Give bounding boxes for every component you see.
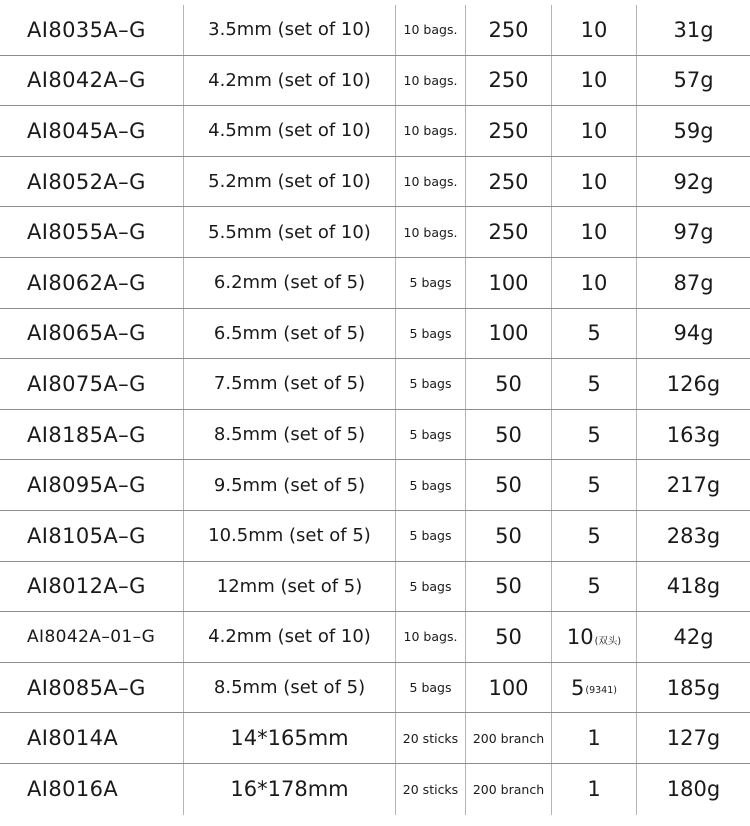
size-cell: 4.2mm (set of 10) — [183, 612, 395, 662]
pack-cell: 5 bags — [395, 460, 465, 510]
table-row — [0, 359, 750, 410]
box-count-value: 10 — [580, 68, 608, 93]
box-count-value: 10 — [580, 220, 608, 245]
model-code-cell: AI8105A–G — [27, 523, 146, 548]
box-count-cell — [551, 207, 636, 257]
weight-cell: 418g — [636, 562, 750, 612]
size-cell: 14*165mm — [183, 713, 395, 763]
table-row — [0, 207, 750, 258]
size-cell: 8.5mm (set of 5) — [183, 663, 395, 713]
table-row — [0, 460, 750, 511]
quantity-cell: 50 — [465, 562, 551, 612]
weight-cell: 185g — [636, 663, 750, 713]
size-cell: 16*178mm — [183, 764, 395, 815]
table-row — [0, 309, 750, 360]
model-code-cell: AI8052A–G — [27, 169, 146, 194]
weight-cell: 127g — [636, 713, 750, 763]
model-code-cell: AI8095A–G — [27, 473, 146, 498]
box-count-cell — [551, 309, 636, 359]
pack-cell: 5 bags — [395, 359, 465, 409]
model-code-cell: AI8042A–01–G — [27, 626, 156, 647]
pack-cell: 10 bags. — [395, 207, 465, 257]
box-count-cell — [551, 764, 636, 815]
weight-cell: 92g — [636, 157, 750, 207]
box-count-value: 1 — [587, 726, 601, 751]
table-row — [0, 713, 750, 764]
box-count-value: 5 — [587, 371, 601, 396]
size-cell: 3.5mm (set of 10) — [183, 5, 395, 55]
weight-cell: 59g — [636, 106, 750, 156]
quantity-cell: 50 — [465, 511, 551, 561]
box-count-value: 5 — [571, 675, 585, 700]
box-count-value: 1 — [587, 777, 601, 802]
size-cell: 5.2mm (set of 10) — [183, 157, 395, 207]
product-table — [0, 5, 750, 815]
model-code-cell: AI8016A — [27, 777, 119, 802]
weight-cell: 94g — [636, 309, 750, 359]
box-count-cell — [551, 359, 636, 409]
weight-cell: 180g — [636, 764, 750, 815]
pack-cell: 5 bags — [395, 562, 465, 612]
box-count-cell — [551, 460, 636, 510]
size-cell: 10.5mm (set of 5) — [183, 511, 395, 561]
quantity-cell: 50 — [465, 359, 551, 409]
weight-cell: 31g — [636, 5, 750, 55]
quantity-cell: 100 — [465, 309, 551, 359]
box-count-cell — [551, 713, 636, 763]
quantity-cell: 50 — [465, 460, 551, 510]
weight-cell: 126g — [636, 359, 750, 409]
size-cell: 4.5mm (set of 10) — [183, 106, 395, 156]
box-count-cell — [551, 106, 636, 156]
box-count-cell — [551, 56, 636, 106]
quantity-cell: 250 — [465, 56, 551, 106]
quantity-cell: 100 — [465, 258, 551, 308]
box-count-cell — [551, 612, 636, 662]
table-row — [0, 511, 750, 562]
weight-cell: 163g — [636, 410, 750, 460]
pack-cell: 5 bags — [395, 410, 465, 460]
box-count-note: (9341) — [585, 685, 617, 697]
weight-cell: 217g — [636, 460, 750, 510]
model-code-cell: AI8014A — [27, 726, 119, 751]
pack-cell: 5 bags — [395, 258, 465, 308]
model-code-cell: AI8075A–G — [27, 371, 146, 396]
model-code-cell: AI8042A–G — [27, 68, 146, 93]
table-row — [0, 410, 750, 461]
table-row — [0, 764, 750, 815]
box-count-value: 10 — [580, 17, 608, 42]
box-count-cell — [551, 663, 636, 713]
box-count-cell — [551, 410, 636, 460]
size-cell: 9.5mm (set of 5) — [183, 460, 395, 510]
quantity-cell: 100 — [465, 663, 551, 713]
pack-cell: 20 sticks — [395, 713, 465, 763]
weight-cell: 57g — [636, 56, 750, 106]
box-count-cell — [551, 5, 636, 55]
pack-cell: 10 bags. — [395, 56, 465, 106]
model-code-cell: AI8085A–G — [27, 675, 146, 700]
quantity-cell: 50 — [465, 612, 551, 662]
pack-cell: 10 bags. — [395, 157, 465, 207]
quantity-cell: 250 — [465, 157, 551, 207]
pack-cell: 10 bags. — [395, 106, 465, 156]
pack-cell: 10 bags. — [395, 5, 465, 55]
box-count-cell — [551, 258, 636, 308]
weight-cell: 42g — [636, 612, 750, 662]
model-code-cell: AI8045A–G — [27, 118, 146, 143]
quantity-cell: 200 branch — [465, 713, 551, 763]
table-row — [0, 562, 750, 613]
box-count-value: 5 — [587, 321, 601, 346]
box-count-value: 5 — [587, 422, 601, 447]
box-count-cell — [551, 511, 636, 561]
pack-cell: 10 bags. — [395, 612, 465, 662]
quantity-cell: 50 — [465, 410, 551, 460]
size-cell: 5.5mm (set of 10) — [183, 207, 395, 257]
size-cell: 6.2mm (set of 5) — [183, 258, 395, 308]
size-cell: 12mm (set of 5) — [183, 562, 395, 612]
model-code-cell: AI8065A–G — [27, 321, 146, 346]
box-count-value: 5 — [587, 574, 601, 599]
model-code-cell: AI8055A–G — [27, 220, 146, 245]
box-count-note: (双头) — [594, 635, 622, 647]
weight-cell: 97g — [636, 207, 750, 257]
box-count-value: 10 — [580, 270, 608, 295]
table-row — [0, 157, 750, 208]
box-count-value: 5 — [587, 473, 601, 498]
pack-cell: 20 sticks — [395, 764, 465, 815]
table-row — [0, 612, 750, 663]
box-count-value: 10 — [566, 624, 594, 649]
model-code-cell: AI8012A–G — [27, 574, 146, 599]
size-cell: 7.5mm (set of 5) — [183, 359, 395, 409]
quantity-cell: 200 branch — [465, 764, 551, 815]
table-row — [0, 258, 750, 309]
model-code-cell: AI8035A–G — [27, 17, 146, 42]
table-row — [0, 56, 750, 107]
model-code-cell: AI8062A–G — [27, 270, 146, 295]
pack-cell: 5 bags — [395, 663, 465, 713]
table-row — [0, 106, 750, 157]
size-cell: 4.2mm (set of 10) — [183, 56, 395, 106]
size-cell: 6.5mm (set of 5) — [183, 309, 395, 359]
weight-cell: 283g — [636, 511, 750, 561]
pack-cell: 5 bags — [395, 309, 465, 359]
pack-cell: 5 bags — [395, 511, 465, 561]
size-cell: 8.5mm (set of 5) — [183, 410, 395, 460]
box-count-cell — [551, 562, 636, 612]
box-count-value: 10 — [580, 169, 608, 194]
table-row — [0, 663, 750, 714]
quantity-cell: 250 — [465, 207, 551, 257]
weight-cell: 87g — [636, 258, 750, 308]
quantity-cell: 250 — [465, 106, 551, 156]
model-code-cell: AI8185A–G — [27, 422, 146, 447]
table-row — [0, 5, 750, 56]
quantity-cell: 250 — [465, 5, 551, 55]
box-count-cell — [551, 157, 636, 207]
box-count-value: 5 — [587, 523, 601, 548]
box-count-value: 10 — [580, 118, 608, 143]
